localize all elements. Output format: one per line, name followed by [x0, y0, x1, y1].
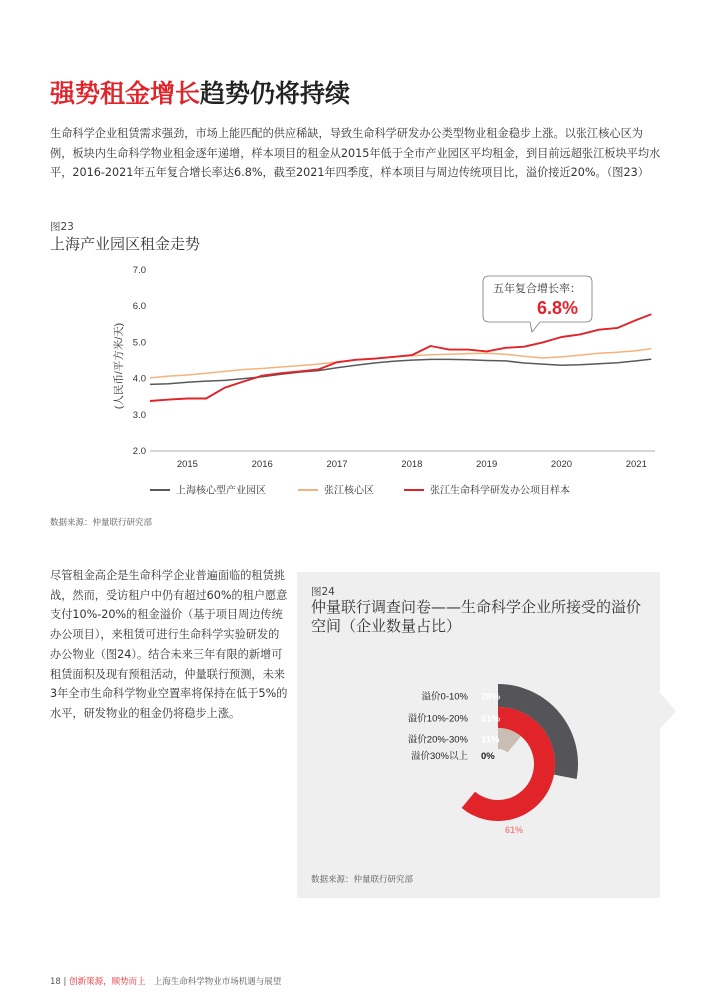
legend-label: 上海核心型产业园区 — [176, 485, 266, 497]
value-label: 61% — [481, 713, 501, 725]
intro-paragraph: 生命科学企业租赁需求强劲，市场上能匹配的供应稀缺，导致生命科学研发办公类型物业租金稳步上涨。以张江核心区为例，板块内生命科学物业租金逐年递增，样本项目的租金从2015年低于全市产业园区平均租金，到目前远超张江板块平均水平，2016-2021年五年复合增长率达6.8%，截至2021年四季度，样本项目与周边传统项目比，溢价接近20%。（图23） — [50, 127, 661, 179]
y-tick-label: 5.0 — [132, 337, 146, 349]
page-footer: 18 | 创新策源，顺势而上 上海生命科学物业市场机遇与展望 — [50, 977, 282, 987]
x-tick-label: 2018 — [401, 459, 423, 470]
figure2-number: 图24 — [311, 586, 335, 598]
page-title-rest: 趋势仍将持续 — [200, 79, 351, 108]
x-tick-label: 2019 — [476, 459, 498, 470]
page-title-highlight: 强势租金增长 — [50, 79, 201, 108]
y-axis-label: (人民币/平方米/天) — [113, 322, 125, 410]
legend-label: 张江生命科学研发办公项目样本 — [430, 485, 570, 497]
callout-value: 6.8% — [536, 298, 578, 318]
figure2-title: 仲量联行调查问卷——生命科学企业所接受的溢价空间（企业数量占比） — [311, 598, 642, 635]
category-label: 溢价0-10% — [421, 691, 468, 703]
x-tick-label: 2021 — [625, 459, 647, 470]
y-tick-label: 4.0 — [132, 373, 146, 385]
figure-number: 图23 — [50, 221, 74, 233]
x-tick-label: 2015 — [176, 459, 198, 470]
category-label: 溢价20%-30% — [407, 734, 468, 746]
x-tick-label: 2020 — [550, 459, 573, 470]
footer-brand: 创新策源，顺势而上 — [69, 977, 146, 987]
page-number: 18 — [50, 977, 61, 987]
x-tick-label: 2016 — [251, 459, 273, 470]
value-label: 0% — [481, 751, 495, 762]
legend-label: 张江核心区 — [324, 485, 374, 497]
figure2-source: 数据来源：仲量联行研究部 — [311, 875, 414, 885]
y-tick-label: 6.0 — [132, 301, 146, 313]
category-label: 溢价10%-20% — [407, 713, 468, 725]
category-label: 溢价30%以上 — [410, 751, 468, 762]
y-tick-label: 2.0 — [132, 446, 146, 457]
callout-label: 五年复合增长率： — [493, 283, 581, 295]
value-label: 28% — [481, 691, 501, 703]
value-label: 11% — [481, 734, 500, 746]
body-paragraph: 尽管租金高企是生命科学企业普遍面临的租赁挑战，然而，受访租户中仍有超过60%的租户愿意支付10%-20%的租金溢价（基于项目周边传统办公项目），来租赁可进行生命科学实验研发的办公物业（图24）。结合未来三年有限的新增可租赁面积及现有预租活动，仲量联行预测，未来3年全市生命科学物业空置率将保持在低于5%的水平，研发物业的租金仍将稳步上涨。 — [50, 569, 288, 720]
figure-source: 数据来源：仲量联行研究部 — [50, 518, 153, 528]
y-tick-label: 7.0 — [132, 265, 146, 276]
x-tick-label: 2017 — [326, 459, 348, 470]
footer-report-title: 上海生命科学物业市场机遇与展望 — [153, 977, 282, 987]
y-tick-label: 3.0 — [132, 409, 146, 421]
figure-title: 上海产业园区租金走势 — [50, 235, 201, 253]
arc-end-label: 61% — [505, 825, 524, 835]
